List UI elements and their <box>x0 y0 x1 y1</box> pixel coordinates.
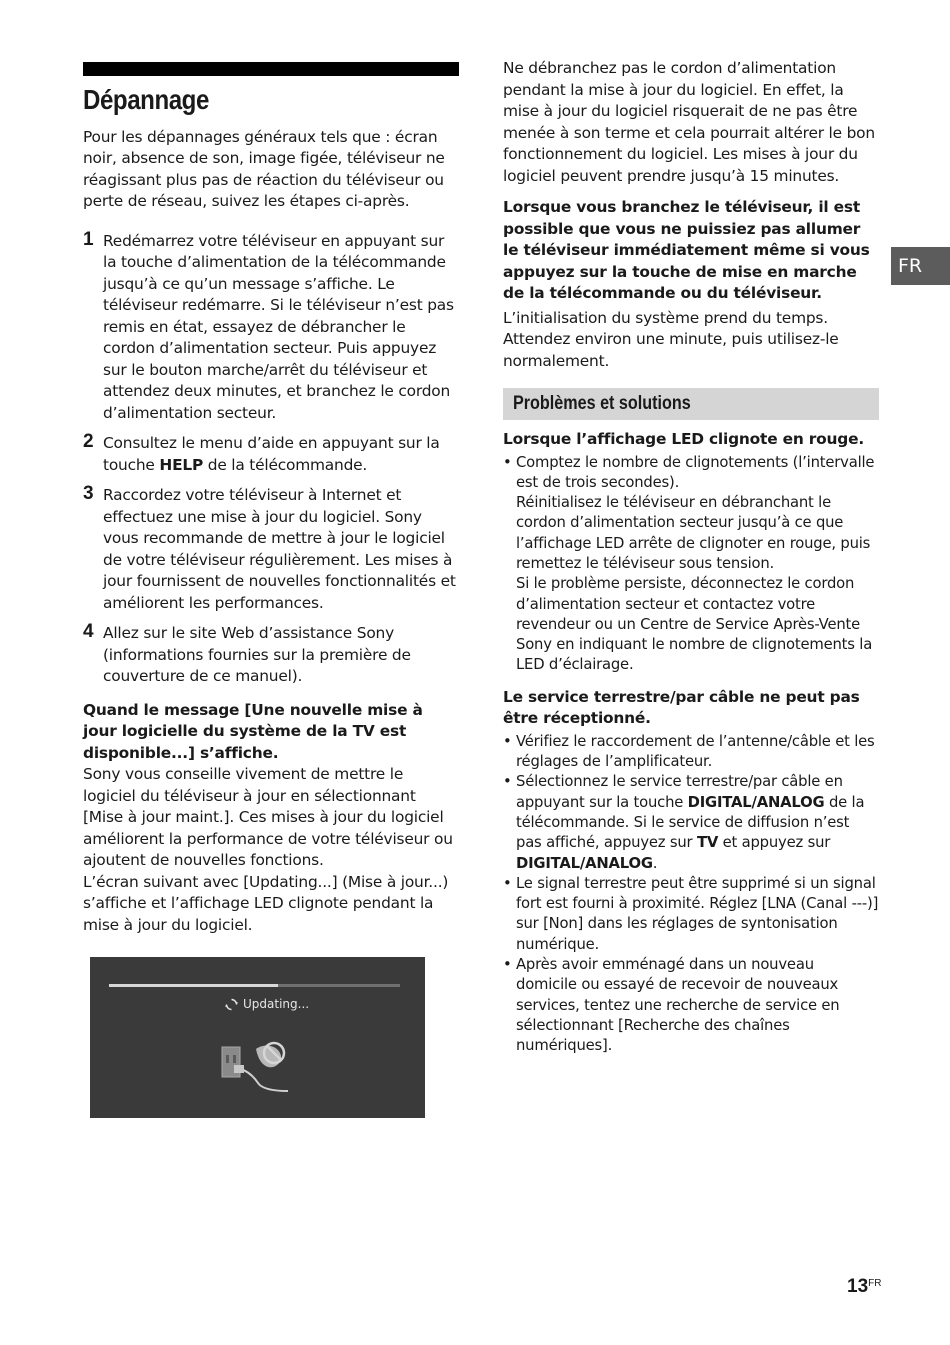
bullet-text: de la télécommande. Si le service de diffusion n’est pas affiché, appuyez sur <box>516 793 865 852</box>
list-item: • Vérifiez le raccordement de l’antenne/câble et les réglages de l’amplificateur. <box>503 732 879 773</box>
step-4 <box>83 623 459 688</box>
list-item <box>503 453 879 676</box>
bullet-text: et appuyez sur <box>718 834 831 852</box>
step-text: de la télécommande. <box>203 455 368 474</box>
led-line-1: Comptez le nombre de clignotements (l’intervalle est de trois secondes). <box>516 453 875 491</box>
step-1 <box>83 228 459 425</box>
terrestrial-heading: Le service terrestre/par câble ne peut pas être réceptionné. <box>503 687 860 728</box>
step-number: 3 <box>83 483 94 505</box>
init-paragraph: L’initialisation du système prend du temps. Attendez environ une minute, puis utilisez-le normalement. <box>503 308 839 370</box>
help-key: HELP <box>159 455 204 474</box>
digital-analog-key: DIGITAL/ANALOG <box>516 854 653 872</box>
step-number: 4 <box>83 621 94 643</box>
title-rule <box>83 62 459 76</box>
progress-track <box>109 984 400 987</box>
step-2 <box>83 433 459 476</box>
steps-list <box>83 228 459 688</box>
update-message-heading: Quand le message [Une nouvelle mise à jour logicielle du système de la TV est disponible...] s’affiche. <box>83 700 423 762</box>
page-number <box>847 1276 881 1298</box>
intro-paragraph: Pour les dépannages généraux tels que : écran noir, absence de son, image figée, téléviseur ne réagissant plus pas de réaction du téléviseur ou perte de réseau, suivez les étapes ci-après. <box>83 127 445 211</box>
step-text: Redémarrez votre téléviseur en appuyant sur la touche d’alimentation de la télécommande jusqu’à ce qu’un message s’affiche. Le téléviseur redémarre. Si le téléviseur n’est pas remis en état, essayez de débrancher le cordon d’alimentation secteur. Puis appuyez sur le bouton marche/arrêt du téléviseur et attendez deux minutes, et branchez le cordon d’alimentation secteur. <box>103 231 454 422</box>
left-column <box>83 62 459 1118</box>
section-header <box>503 388 879 420</box>
step-text: Raccordez votre téléviseur à Internet et effectuez une mise à jour du logiciel. Sony vous recommande de mettre à jour le logiciel de votre téléviseur régulièrement. Les mises à jour fournissent de nouvelles fonctionnalités et améliorent les performances. <box>103 486 456 612</box>
power-on-heading: Lorsque vous branchez le téléviseur, il est possible que vous ne puissiez pas allumer le téléviseur immédiatement même si vous appuyez sur la touche de mise en marche de la télécommande ou du téléviseur. <box>503 198 870 302</box>
update-message-para1: Sony vous conseille vivement de mettre le logiciel du téléviseur à jour en sélectionnant [Mise à jour maint.]. Ces mises à jour du logiciel améliorent la performance de votre téléviseur ou ajoutent de nouvelles fonctions. <box>83 765 453 870</box>
bullet-text: Sélectionnez le service terrestre/par câble en appuyant sur la touche <box>516 773 843 811</box>
refresh-icon <box>225 998 238 1011</box>
progress-fill <box>109 984 278 987</box>
updating-indicator <box>225 997 309 1011</box>
updating-screen-image <box>90 957 425 1118</box>
led-line-3: Si le problème persiste, déconnectez le cordon d’alimentation secteur et contactez votre revendeur ou un Centre de Service Après-Vente Sony en indiquant le nombre de clignotements la LED d’éclairage. <box>516 575 873 674</box>
list-item <box>503 772 879 873</box>
list-item: • Le signal terrestre peut être supprimé si un signal fort est fourni à proximité. Réglez [LNA (Canal ---)] sur [Non] dans les réglages de syntonisation numérique. <box>503 874 879 955</box>
list-item: • Après avoir emménagé dans un nouveau domicile ou essayé de recevoir de nouveaux services, tentez une recherche de service en sélectionnant [Recherche des chaînes numériques]. <box>503 955 879 1056</box>
led-heading: Lorsque l’affichage LED clignote en rouge. <box>503 430 864 448</box>
step-number: 2 <box>83 431 94 453</box>
step-text: Consultez le menu d’aide en appuyant sur la touche <box>103 434 440 474</box>
tv-key: TV <box>696 834 719 852</box>
updating-label: Updating... <box>243 997 310 1012</box>
led-bullets <box>503 453 879 676</box>
page-number-suffix: FR <box>868 1278 882 1289</box>
step-3 <box>83 485 459 614</box>
digital-analog-key: DIGITAL/ANALOG <box>687 793 825 811</box>
language-tab: FR <box>891 247 950 285</box>
terrestrial-bullets <box>503 732 879 1057</box>
led-line-2: Réinitialisez le téléviseur en débranchant le cordon d’alimentation secteur jusqu’à ce que l’affichage LED arrête de clignoter en rouge, puis remettez le téléviseur sous tension. <box>516 494 871 572</box>
step-number: 1 <box>83 228 94 250</box>
do-not-unplug-icon <box>218 1039 298 1101</box>
power-warning: Ne débranchez pas le cordon d’alimentation pendant la mise à jour du logiciel. En effet, la mise à jour du logiciel risquerait de ne pas être menée à son terme et cela pourrait altérer le bon fonctionnement du logiciel. Les mises à jour du logiciel peuvent prendre jusqu’à 15 minutes. <box>503 59 875 185</box>
bullet-text: . <box>652 854 658 872</box>
section-title: Problèmes et solutions <box>513 393 691 414</box>
right-column <box>503 58 879 1057</box>
step-text: Allez sur le site Web d’assistance Sony (informations fournies sur la première de couverture de ce manuel). <box>103 624 411 686</box>
update-message-para2: L’écran suivant avec [Updating...] (Mise à jour...) s’affiche et l’affichage LED clignote pendant la mise à jour du logiciel. <box>83 872 449 934</box>
page-number-value: 13 <box>847 1276 869 1297</box>
page-title: Dépannage <box>83 84 209 115</box>
